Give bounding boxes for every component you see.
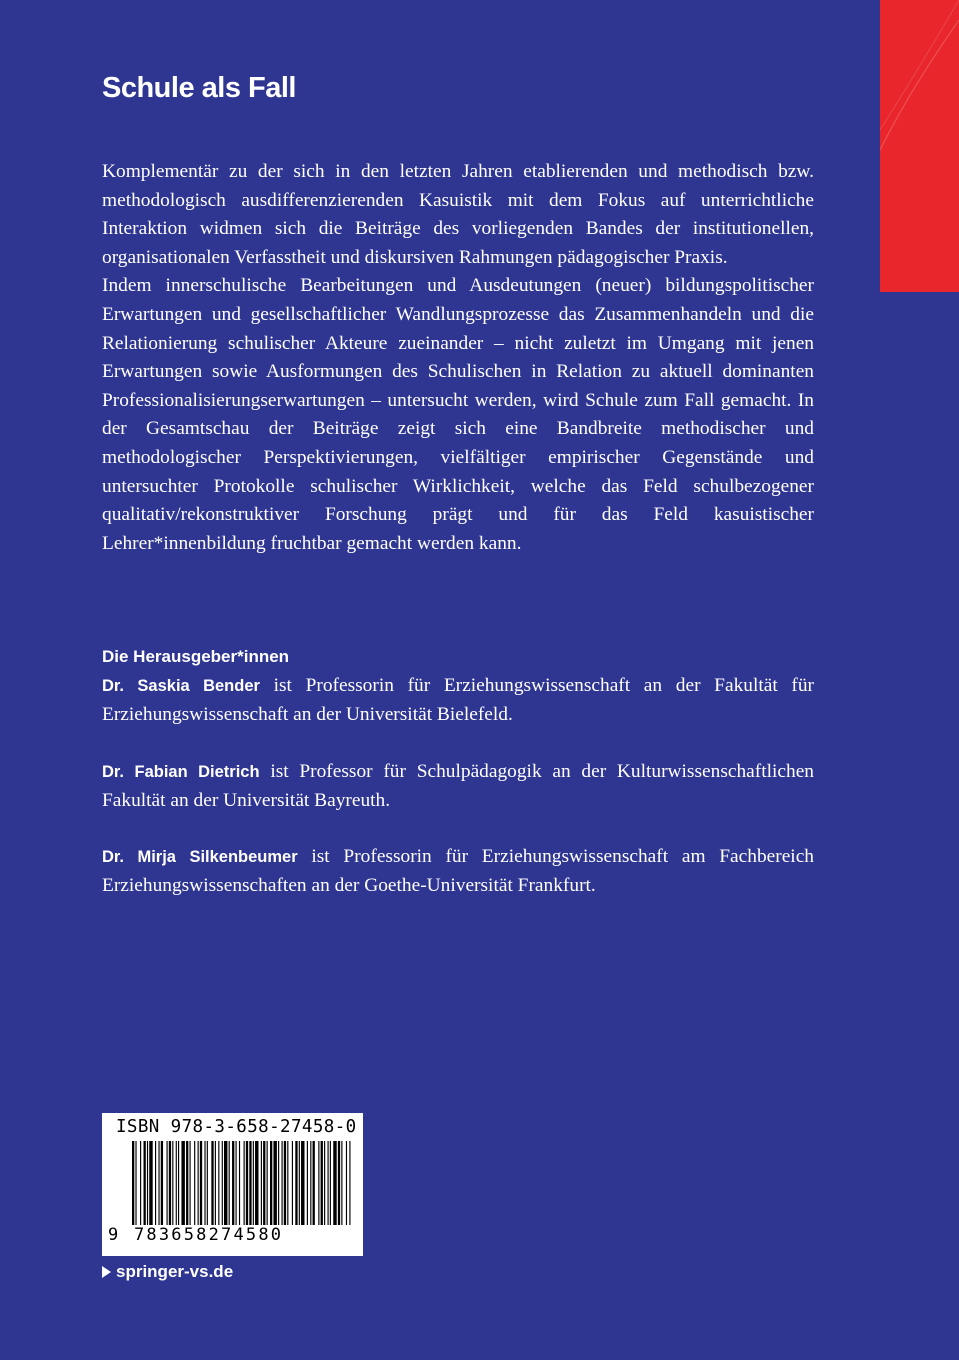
barcode-bar [167, 1141, 168, 1225]
barcode-bar [211, 1141, 213, 1225]
barcode-bar [144, 1141, 146, 1225]
arrow-right-icon [102, 1266, 111, 1278]
barcode-bar [284, 1141, 286, 1225]
barcode-bar [186, 1141, 188, 1225]
barcode-bar [190, 1141, 191, 1225]
accent-curve-lines [880, 0, 959, 292]
barcode-bar [147, 1141, 148, 1225]
barcode-bar [255, 1141, 258, 1225]
barcode-bar [200, 1141, 202, 1225]
ean-digits: 783658274580 [134, 1225, 284, 1245]
barcode-bar [222, 1141, 223, 1225]
abstract-paragraph-2: Indem innerschulische Bearbeitungen und Ausdeutungen (neuer) bildungspolitischer Erwartungen und gesellschaftlicher Wandlungsprozesse das Zusammenhandeln und die Relationierung schulischer Akteure zueinander – nicht zuletzt im Umgang mit jenen Erwartungen sowie Ausformungen des Schulischen in Relation zu aktuell dominanten Professionalisierungserwartungen – untersucht werden, wird Schule zum Fall gemacht. In der Gesamtschau der Beiträge zeigt sich eine Bandbreite methodischer und methodologischer Perspektivierungen, vielfältiger empirischer Gegenstände und untersuchter Protokolle schulischer Wirklichkeit, welche das Feld schulbezogener qualitativ/rekonstruktiver Forschung prägt und für das Feld kasuistischer Lehrer*innenbildung fruchtbar gemacht werden kann. [102, 275, 814, 554]
barcode-bar [172, 1141, 173, 1225]
ean-first-digit: 9 [108, 1225, 119, 1245]
barcode-bar [161, 1141, 163, 1225]
barcode-bar [158, 1141, 159, 1225]
barcode-bar [346, 1141, 347, 1225]
isbn-text: ISBN 978-3-658-27458-0 [116, 1117, 357, 1137]
editor-name: Dr. Mirja Silkenbeumer [102, 848, 298, 866]
barcode-bar [232, 1141, 234, 1225]
barcode-bar [270, 1141, 272, 1225]
editor-description: ist Professorin für Erziehungswissenschaft am Fachbereich Erziehungswissenschaften an der Goethe-Universität Frankfurt. [102, 846, 814, 896]
barcode-bar [341, 1141, 342, 1225]
editor-bio-dietrich [102, 758, 814, 815]
barcode-bar [132, 1141, 134, 1225]
book-title: Schule als Fall [102, 72, 296, 104]
barcode-bar [155, 1141, 156, 1225]
barcode-bar [149, 1141, 152, 1225]
barcode-bar [178, 1141, 179, 1225]
abstract-paragraph-1: Komplementär zu der sich in den letzten Jahren etablierenden und methodisch bzw. methodologisch ausdifferenzierenden Kasuistik mit dem Fokus auf unterrichtliche Interaktion widmen sich die Beiträge des vorliegenden Bandes der institutionellen, organisationalen Verfasstheit und diskursiven Rahmungen pädagogischer Praxis. [102, 161, 814, 268]
barcode-bar [328, 1141, 329, 1225]
barcode-bar [299, 1141, 300, 1225]
editors-heading: Die Herausgeber*innen [102, 647, 290, 666]
barcode-bar [292, 1141, 293, 1225]
barcode-bar [278, 1141, 279, 1225]
barcode-bar [333, 1141, 336, 1225]
book-abstract [102, 158, 814, 558]
barcode-bar [287, 1141, 288, 1225]
barcode-bar [273, 1141, 276, 1225]
barcode-bar [330, 1141, 331, 1225]
barcode-bar [198, 1141, 199, 1225]
barcode-bar [249, 1141, 251, 1225]
barcode-bar [244, 1141, 245, 1225]
barcode-bar [307, 1141, 308, 1225]
barcode-bar [253, 1141, 254, 1225]
barcode-bar [229, 1141, 230, 1225]
barcode-bar [263, 1141, 265, 1225]
barcode-bar [239, 1141, 240, 1225]
barcode-bar [338, 1141, 340, 1225]
barcode-bar [207, 1141, 208, 1225]
barcode-bar [261, 1141, 262, 1225]
editor-bio-silkenbeumer [102, 843, 814, 900]
barcode-bar [310, 1141, 311, 1225]
website-url: springer-vs.de [116, 1262, 234, 1281]
barcode-bar [267, 1141, 268, 1225]
publisher-website [102, 1262, 233, 1282]
barcode-bar [295, 1141, 297, 1225]
editor-description: ist Professorin für Erziehungswissenschaft an der Fakultät für Erziehungswissenschaft an der Universität Bielefeld. [102, 675, 815, 725]
barcode-bar [324, 1141, 325, 1225]
barcode-bar [301, 1141, 304, 1225]
barcode-bar [236, 1141, 237, 1225]
barcode-bar [140, 1141, 141, 1225]
barcode-bar [224, 1141, 227, 1225]
barcode-bar [246, 1141, 248, 1225]
barcode-bar [313, 1141, 315, 1225]
barcode-bar [215, 1141, 216, 1225]
editor-name: Dr. Fabian Dietrich [102, 763, 260, 781]
barcode-bar [181, 1141, 184, 1225]
editor-bio-bender [102, 672, 814, 729]
barcode-bar [218, 1141, 219, 1225]
red-corner-accent [880, 0, 959, 292]
barcode-bar [282, 1141, 283, 1225]
barcode-bar [176, 1141, 177, 1225]
editor-name: Dr. Saskia Bender [102, 677, 260, 695]
barcode-bar [135, 1141, 136, 1225]
barcode-bar [349, 1141, 350, 1225]
editor-description: ist Professor für Schulpädagogik an der Kulturwissenschaftlichen Fakultät an der Universität Bayreuth. [102, 761, 814, 811]
barcode-bar [169, 1141, 171, 1225]
barcode-bar [318, 1141, 319, 1225]
isbn-barcode [102, 1113, 363, 1256]
barcode-bar [321, 1141, 323, 1225]
barcode-bar [204, 1141, 205, 1225]
barcode-bars [102, 1141, 363, 1231]
barcode-bar [194, 1141, 195, 1225]
